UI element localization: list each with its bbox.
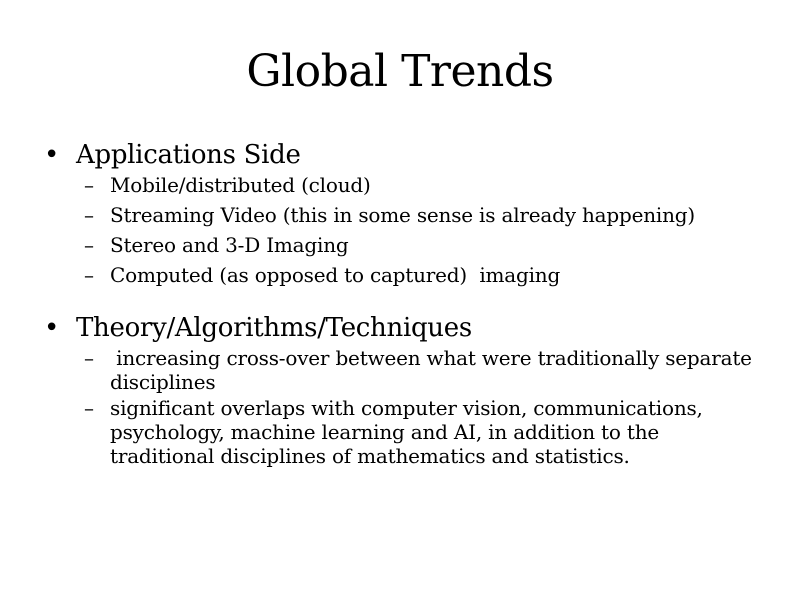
dash-marker: –: [84, 346, 94, 370]
sub-item: [44, 233, 764, 258]
dash-marker: –: [84, 233, 94, 257]
sub-item: [44, 346, 764, 394]
sub-list: [44, 346, 764, 468]
sub-item-text: Stereo and 3-D Imaging: [110, 233, 349, 257]
dash-marker: –: [84, 173, 94, 197]
bullet-text: Theory/Algorithms/Techniques: [76, 313, 472, 343]
sub-item: [44, 203, 764, 228]
bullet-heading: [44, 312, 764, 344]
sub-item: [44, 173, 764, 198]
sub-list: [44, 173, 764, 288]
sub-item-text: Mobile/distributed (cloud): [110, 173, 371, 197]
sub-item: [44, 263, 764, 288]
sub-item: [44, 396, 764, 468]
bullet-marker: •: [44, 313, 60, 343]
bullet-marker: •: [44, 140, 60, 170]
dash-marker: –: [84, 203, 94, 227]
bullet-text: Applications Side: [76, 140, 301, 170]
sub-item-text: increasing cross-over between what were traditionally separate disciplines: [110, 346, 758, 394]
bullet-heading: [44, 139, 764, 171]
sub-item-text: Computed (as opposed to captured) imaging: [110, 263, 561, 287]
bullet-theory-algorithms: [44, 312, 764, 470]
sub-item-text: Streaming Video (this in some sense is already happening): [110, 203, 695, 227]
slide-title: Global Trends: [246, 46, 554, 97]
sub-item-text: significant overlaps with computer vision, communications, psychology, machine learning and AI, in addition to the traditional disciplines of mathematics and statistics.: [110, 396, 703, 468]
dash-marker: –: [84, 263, 94, 287]
dash-marker: –: [84, 396, 94, 420]
bullet-applications-side: [44, 139, 764, 293]
